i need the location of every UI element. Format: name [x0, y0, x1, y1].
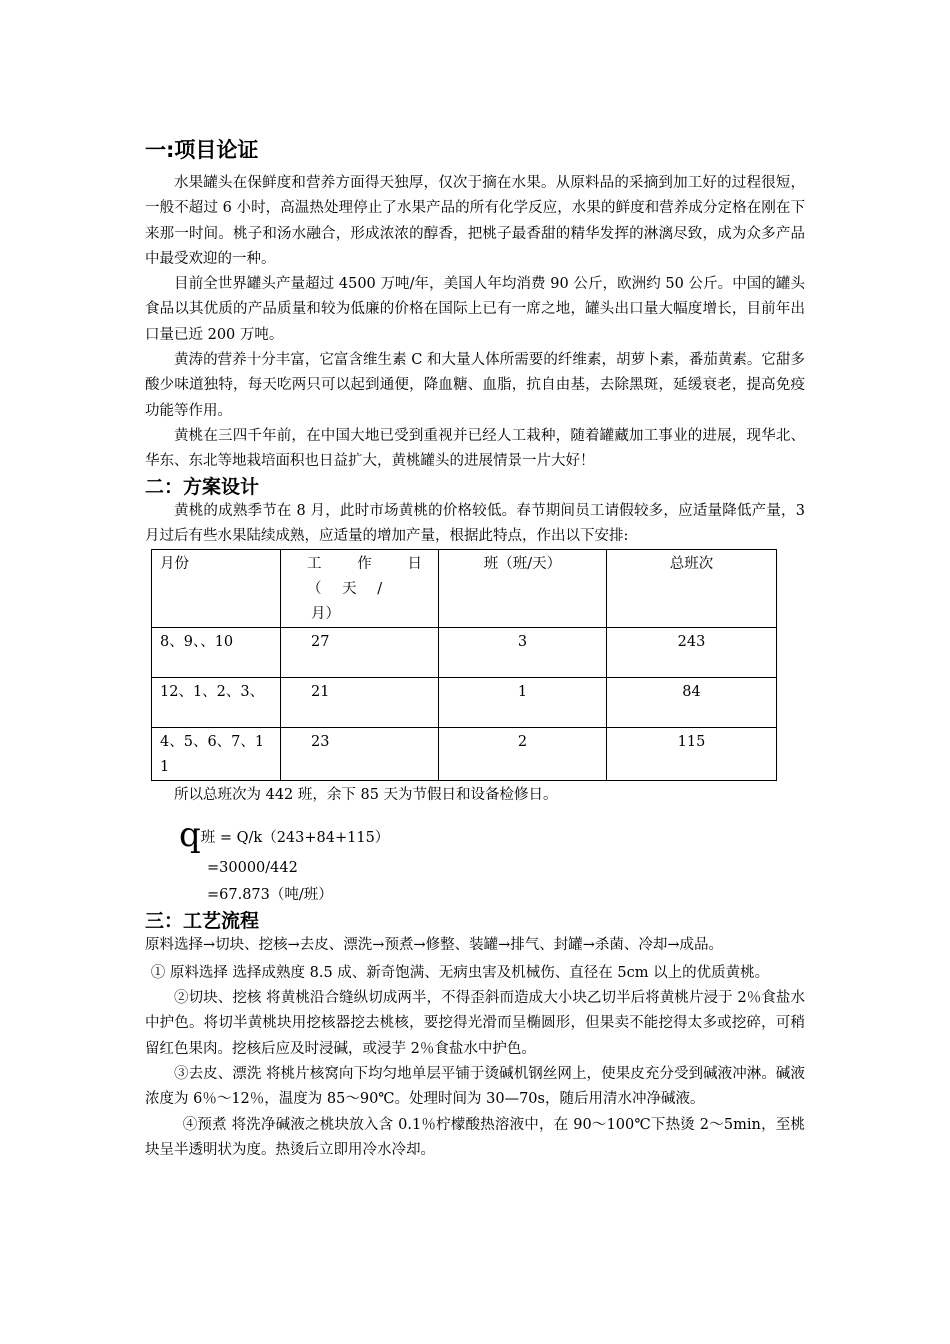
cell-month: 4、5、6、7、11 [152, 728, 281, 781]
header-workdays-line2: 月） [311, 606, 340, 623]
cell-total: 243 [607, 628, 777, 678]
section3-title: 三：工艺流程 [145, 910, 260, 933]
formula-symbol: q [179, 815, 201, 856]
section2-summary: 所以总班次为 442 班，余下 85 天为节假日和设备检修日。 [174, 787, 558, 804]
section1-body [145, 171, 805, 475]
cell-total: 115 [607, 728, 777, 781]
cell-total: 84 [607, 678, 777, 728]
section1-title: 一:项目论证 [145, 138, 259, 162]
table-row [152, 678, 777, 728]
process-step: ②切块、挖核 将黄桃沿合缝纵切成两半，不得歪斜而造成大小块乙切半后将黄桃片浸于 2％食盐水中护色。将切半黄桃块用挖核器挖去桃核，要挖得光滑而呈椭圆形，但果卖不能挖得太多或挖碎，可稍留红色果肉。挖核后应及时浸碱，或浸芋 2％食盐水中护色。 [145, 990, 805, 1057]
document-body [145, 134, 805, 1163]
section1-paragraph: 水果罐头在保鲜度和营养方面得天独厚，仅次于摘在水果。从原料品的采摘到加工好的过程很短，一般不超过 6 小时，高温热处理停止了水果产品的所有化学反应，水果的鲜度和营养成分定格在刚在下来那一时间。桃子和汤水融合，形成浓浓的醇香，把桃子最香甜的精华发挥的淋漓尽致，成为众多产品中最受欢迎的一种。 [145, 175, 805, 267]
formula-line2: =30000/442 [207, 860, 298, 877]
header-workdays-line1: 工 作 日 （ 天 / [307, 556, 430, 598]
cell-workdays-value: 23 [311, 734, 330, 751]
section2-intro: 黄桃的成熟季节在 8 月，此时市场黄桃的价格较低。春节期间员工请假较多，应适量降低产量，3 月过后有些水果陆续成熟，应适量的增加产量，根据此特点，作出以下安排: [145, 502, 805, 544]
header-total: 总班次 [607, 550, 777, 628]
header-month: 月份 [152, 550, 281, 628]
cell-month: 8、9、、10 [152, 628, 281, 678]
schedule-table [151, 549, 777, 781]
cell-workdays-value: 27 [311, 634, 330, 651]
header-shifts: 班（班/天） [439, 550, 607, 628]
table-header-row [152, 550, 777, 628]
table-row [152, 728, 777, 781]
cell-shifts: 1 [439, 678, 607, 728]
section1-paragraph: 目前全世界罐头产量超过 4500 万吨/年，美国人年均消费 90 公斤，欧洲约 50 公斤。中国的罐头食品以其优质的产品质量和较为低廉的价格在国际上已有一席之地，罐头出口量大幅度增长，目前年出口量已近 200 万吨。 [145, 276, 805, 343]
cell-shifts: 2 [439, 728, 607, 781]
cell-shifts: 3 [439, 628, 607, 678]
section1-paragraph: 黄桃在三四千年前，在中国大地已受到重视并已经人工栽种，随着罐藏加工事业的进展，现华北、华东、东北等地栽培面积也日益扩大，黄桃罐头的进展情景一片大好！ [145, 427, 805, 470]
header-workdays [281, 550, 439, 628]
process-step: ③去皮、漂洗 将桃片核窝向下均匀地单层平铺于烫碱机钢丝网上，使果皮充分受到碱液冲淋。碱液浓度为 6％～12％，温度为 85～90℃。处理时间为 30—70s，随后用清水冲净碱液。 [145, 1065, 805, 1108]
cell-workdays [281, 728, 439, 781]
cell-workdays-value: 21 [311, 684, 330, 701]
cell-workdays [281, 628, 439, 678]
process-step: ① 原料选择 选择成熟度 8.5 成、新奇饱满、无病虫害及机械伤、直径在 5cm 以上的优质黄桃。 [150, 964, 770, 981]
cell-workdays [281, 678, 439, 728]
table-row [152, 628, 777, 678]
process-flow: 原料选择→切块、挖核→去皮、漂洗→预煮→修整、装罐→排气、封罐→杀菌、冷却→成品。 [145, 937, 724, 954]
shift-output-formula [179, 815, 805, 909]
formula-line1 [179, 815, 805, 856]
formula-line3: =67.873（吨/班） [207, 887, 333, 904]
formula-line1-text: 班 = Q/k（243+84+115） [200, 830, 390, 847]
section2-title: 二：方案设计 [145, 475, 260, 498]
cell-month: 12、1、2、3、 [152, 678, 281, 728]
section1-paragraph: 黄涛的营养十分丰富，它富含维生素 C 和大量人体所需要的纤维素，胡萝卜素，番茄黄素。它甜多酸少味道独特，每天吃两只可以起到通便，降血糖、血脂，抗自由基，去除黑斑，延缓衰老，提高免疫功能等作用。 [145, 352, 805, 419]
process-step: ④预煮 将洗净碱液之桃块放入含 0.1％柠檬酸热溶液中，在 90～100℃下热烫 2～5min，至桃块呈半透明状为度。热烫后立即用冷水冷却。 [145, 1116, 805, 1158]
